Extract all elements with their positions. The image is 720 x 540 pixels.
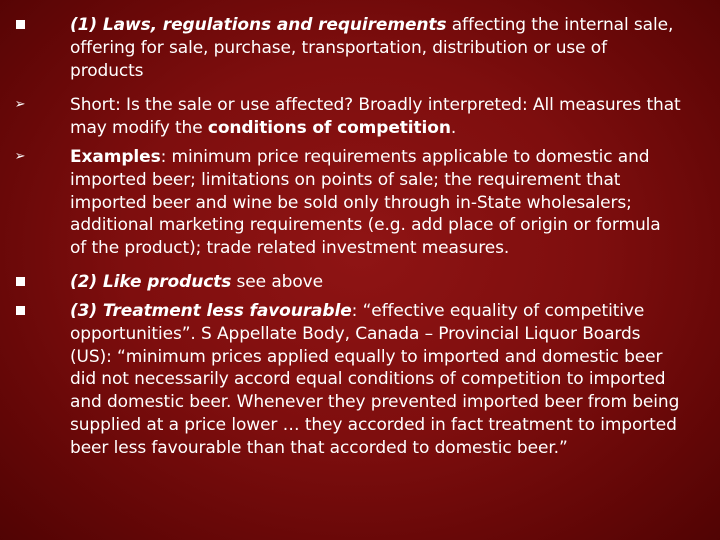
bullet-text: affecting the internal sale, offering for sale, purchase, transportation, distribution or use of products <box>70 15 674 81</box>
bullet-lead: (2) Like products <box>70 272 232 292</box>
bullet-text: : “effective equality of competitive opportunities”. S Appellate Body, Canada – Provincial Liquor Boards (US): “minimum prices applied equally to imported and domestic beer did not necessarily accord equal conditions of competition to imported and domestic beer. Whenever they prevented imported beer from being supplied at a price lower … they accorded in fact treatment to imported beer less favourable than that accorded to domestic beer.” <box>70 301 680 458</box>
bullet-lead: Examples <box>70 147 161 167</box>
square-bullet-icon <box>10 271 30 294</box>
square-bullet-icon <box>10 14 30 37</box>
arrow-bullet-icon: ➢ <box>14 149 26 164</box>
bullet-text: : minimum price requirements applicable to domestic and imported beer; limitations on points of sale; the requirement that imported beer and wine be sold only through in-State wholesalers; additional marketing requirements (e.g. add place of origin or formula of the product); trade related investment measures. <box>70 147 661 259</box>
bullet-treatment <box>70 300 682 460</box>
bullet-like-products <box>70 271 682 294</box>
bullet-lead: (1) Laws, regulations and requirements <box>70 15 447 35</box>
bullet-text-pre: Short: Is the sale or use affected? Broadly interpreted: All measures that may modify the <box>70 95 681 138</box>
bullet-short <box>14 94 682 140</box>
arrow-bullet-icon: ➢ <box>14 97 26 112</box>
bullet-lead: (3) Treatment less favourable <box>70 301 352 321</box>
square-bullet-icon <box>10 300 30 323</box>
bullet-laws-regulations <box>70 14 682 82</box>
bullet-examples <box>14 146 682 260</box>
bullet-text: see above <box>231 272 323 292</box>
bullet-text-post: . <box>450 117 457 138</box>
bullet-text-bold: conditions of competition <box>207 117 451 138</box>
